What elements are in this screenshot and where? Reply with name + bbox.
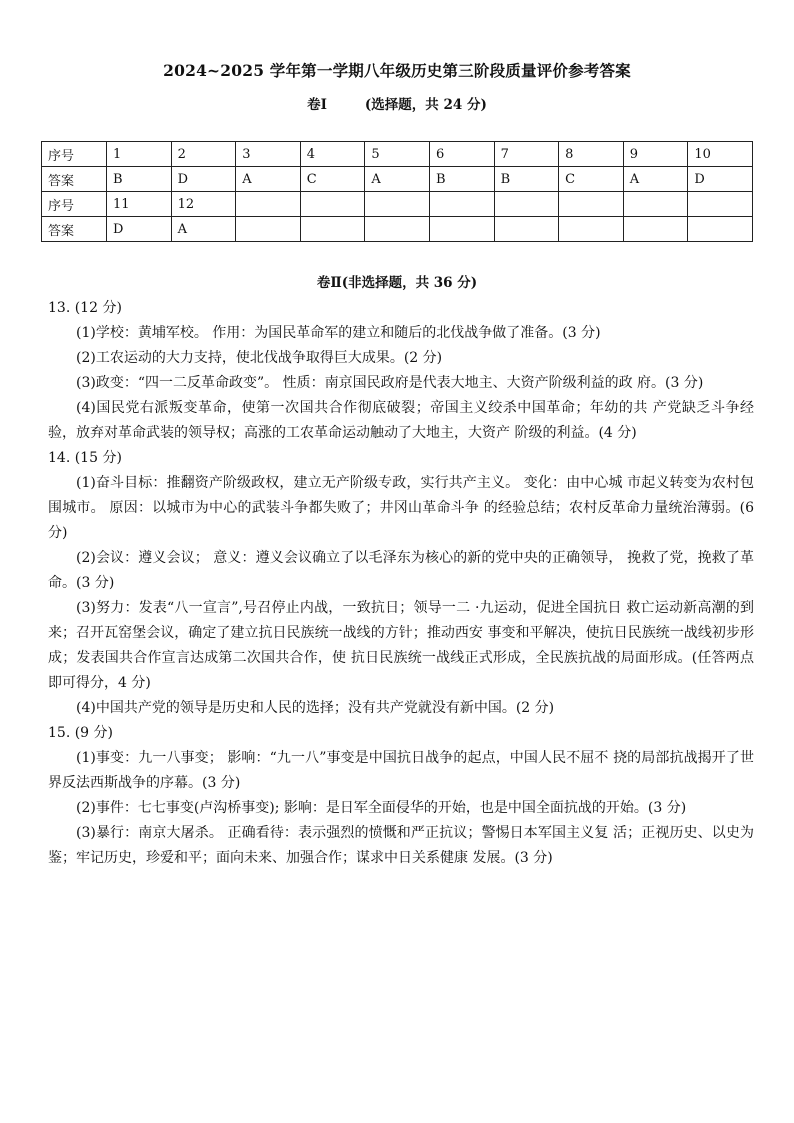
- answer-table-cell: 10: [688, 142, 753, 167]
- answer-table-cell: [429, 192, 494, 217]
- answer-table-cell: [623, 217, 688, 242]
- answer-table-cell: 6: [429, 142, 494, 167]
- answer-table-cell: B: [429, 167, 494, 192]
- answer-table-cell: 4: [300, 142, 365, 167]
- answer-table-cell: [365, 217, 430, 242]
- question-block: [48, 446, 754, 721]
- answer-table-cell: [494, 192, 559, 217]
- answer-table-row: [42, 192, 753, 217]
- answer-item: (2)事件：七七事变(卢沟桥事变); 影响：是日军全面侵华的开始，也是中国全面抗战的开始。(3 分): [76, 800, 687, 816]
- question-number: 13. (12 分): [48, 300, 122, 316]
- answer-table-body: [42, 142, 753, 242]
- row-label-cell: 答案: [42, 217, 107, 242]
- answer-item: (3)政变：“四一二反革命政变”。 性质：南京国民政府是代表大地主、大资产阶级利益的政 府。(3 分): [76, 375, 704, 391]
- row-label-cell: 答案: [42, 167, 107, 192]
- answer-item: (1)事变：九一八事变； 影响：“九一八”事变是中国抗日战争的起点，中国人民不屈不 挠的局部抗战揭开了世界反法西斯战争的序幕。(3 分): [48, 750, 754, 791]
- answer-table-cell: [429, 217, 494, 242]
- answer-table-cell: 1: [107, 142, 172, 167]
- answer-table-cell: [236, 217, 301, 242]
- answer-table-cell: 12: [171, 192, 236, 217]
- answer-item: (4)国民党右派叛变革命，使第一次国共合作彻底破裂；帝国主义绞杀中国革命；年幼的共 产党缺乏斗争经验，放弃对革命武装的领导权；高涨的工农革命运动触动了大地主，大资产 阶级的利益。(4 分): [48, 400, 754, 441]
- row-label-cell: 序号: [42, 192, 107, 217]
- answer-item: (3)暴行：南京大屠杀。 正确看待：表示强烈的愤慨和严正抗议；警惕日本军国主义复 活；正视历史、以史为鉴；牢记历史，珍爱和平；面向未来、加强合作；谋求中日关系健康 发展。(3 分): [48, 825, 754, 866]
- answer-table-row: [42, 142, 753, 167]
- part1-label: 卷Ⅰ: [307, 97, 327, 113]
- question-number: 14. (15 分): [48, 450, 122, 466]
- answer-item: (3)努力：发表“八一宣言”,号召停止内战，一致抗日；领导一二 ·九运动，促进全国抗日 救亡运动新高潮的到来；召开瓦窑堡会议，确定了建立抗日民族统一战线的方针；推动西安 事变和平解决，使抗日民族统一战线初步形成；发表国共合作宣言达成第二次国共合作，使 抗日民族统一战线正式形成，全民族抗战的局面形成。(任答两点即可得分，4 分): [48, 600, 754, 691]
- answer-item: (4)中国共产党的领导是历史和人民的选择；没有共产党就没有新中国。(2 分): [76, 700, 555, 716]
- answer-table-cell: [623, 192, 688, 217]
- answer-table-row: [42, 167, 753, 192]
- part1-note: (选择题，共 24 分): [364, 97, 487, 113]
- answer-table-cell: 3: [236, 142, 301, 167]
- answer-table-cell: D: [107, 217, 172, 242]
- answer-table-row: [42, 217, 753, 242]
- question-number: 15. (9 分): [48, 725, 113, 741]
- answer-table-cell: C: [300, 167, 365, 192]
- answer-table-cell: [559, 192, 624, 217]
- answer-table-cell: A: [236, 167, 301, 192]
- answer-table-cell: [688, 192, 753, 217]
- answer-table-cell: [494, 217, 559, 242]
- answer-table-cell: [559, 217, 624, 242]
- answer-table-cell: D: [171, 167, 236, 192]
- part1-heading: [0, 93, 794, 113]
- row-label-cell: 序号: [42, 142, 107, 167]
- answer-table-cell: [300, 217, 365, 242]
- answer-item: (2)会议：遵义会议； 意义：遵义会议确立了以毛泽东为核心的新的党中央的正确领导， 挽救了党，挽救了革命。(3 分): [48, 550, 754, 591]
- question-block: [48, 721, 754, 871]
- answer-table-cell: A: [171, 217, 236, 242]
- answer-table-cell: A: [623, 167, 688, 192]
- answer-table-cell: [688, 217, 753, 242]
- answer-table-cell: [365, 192, 430, 217]
- document-title: 2024~2025 学年第一学期八年级历史第三阶段质量评价参考答案: [163, 61, 631, 80]
- answer-table-cell: 9: [623, 142, 688, 167]
- answer-content: [48, 296, 754, 871]
- answer-table-cell: [300, 192, 365, 217]
- answer-table-cell: B: [494, 167, 559, 192]
- answer-table-cell: 7: [494, 142, 559, 167]
- answer-table-cell: D: [688, 167, 753, 192]
- answer-item: (1)学校：黄埔军校。 作用：为国民革命军的建立和随后的北伐战争做了准备。(3 分): [76, 325, 601, 341]
- answer-table-cell: 8: [559, 142, 624, 167]
- multiple-choice-answer-table: [41, 141, 753, 242]
- answer-item: (2)工农运动的大力支持，使北伐战争取得巨大成果。(2 分): [76, 350, 443, 366]
- answer-item: (1)奋斗目标：推翻资产阶级政权，建立无产阶级专政，实行共产主义。 变化：由中心城 市起义转变为农村包围城市。 原因：以城市为中心的武装斗争都失败了；井冈山革命斗争 的经验总结；农村反革命力量统治薄弱。(6 分): [48, 475, 754, 541]
- answer-table-cell: A: [365, 167, 430, 192]
- answer-table-cell: 11: [107, 192, 172, 217]
- answer-table-cell: [236, 192, 301, 217]
- answer-table-cell: C: [559, 167, 624, 192]
- question-block: [48, 296, 754, 446]
- part2-heading: 卷Ⅱ(非选择题，共 36 分): [316, 275, 478, 291]
- answer-table-cell: 5: [365, 142, 430, 167]
- answer-table-cell: B: [107, 167, 172, 192]
- answer-table-cell: 2: [171, 142, 236, 167]
